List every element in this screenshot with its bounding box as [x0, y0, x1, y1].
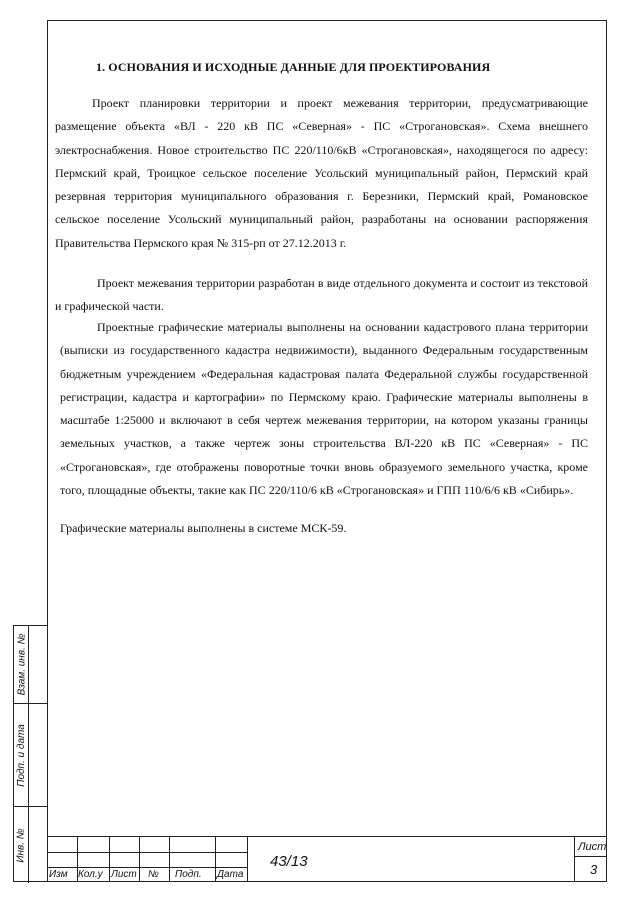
- title-block: [47, 836, 607, 882]
- col-label-izm: Изм: [49, 869, 68, 880]
- col-label-kolu: Кол.у: [78, 869, 103, 880]
- side-cell-inv: [14, 807, 47, 883]
- col-label-podp: Подп.: [175, 869, 202, 880]
- document-code: 43/13: [270, 853, 308, 870]
- paragraph-basis: Проект планировки территории и проект межевания территории, предусматривающие размещение объекта «ВЛ - 220 кВ ПС «Северная» - ПС «Строгановская». Схема внешнего электроснабжения. Новое строительство ПС 220/110/6кВ «Строгановская», находящегося по адресу: Пермский край, Троицкое сельское поселение Усольский муниципальный район, Пермский край резервная территория муниципального образования г. Березники, Пермский край, Романовское сельское поселение Усольский муниципальный район, разработаны на основании распоряжения Правительства Пермского края № 315-рп от 27.12.2013 г.: [55, 96, 588, 250]
- side-label-vzam: Взам. инв. №: [16, 633, 28, 696]
- side-label-podp: Подп. и дата: [16, 723, 28, 787]
- col-label-number: №: [148, 869, 159, 880]
- paragraph-graphic-materials: Проектные графические материалы выполнены на основании кадастрового плана территории (выписки из государственного кадастра недвижимости), выданного Федеральным государственным бюджетным учреждением «Федеральная кадастровая палата Федеральной службы государственной регистрации, кадастра и картографии» по Пермскому краю. Графические материалы выполнены в масштабе 1:25000 и включают в себя чертеж межевания территории, на котором указаны границы земельных участков, а также чертеж зоны строительства ВЛ-220 кВ ПС «Северная» - ПС «Строгановская», где отображены поворотные точки вновь образуемого земельного участка, кроме того, площадные объекты, такие как ПС 220/110/6 кВ «Строгановская» и ГПП 110/6/6 кВ «Сибирь».: [60, 320, 588, 498]
- side-stamp: [13, 625, 47, 882]
- side-label-inv: Инв. №: [16, 827, 28, 863]
- side-cell-podp: [14, 704, 47, 807]
- col-label-data: Дата: [217, 869, 244, 880]
- sheet-label: Лист: [578, 841, 607, 853]
- sheet-number: 3: [590, 862, 598, 877]
- paragraph-coordinate-system: Графические материалы выполнены в системе МСК-59.: [60, 521, 347, 535]
- side-cell-vzam: [14, 626, 47, 704]
- col-label-list: Лист: [111, 869, 137, 880]
- section-heading: 1. ОСНОВАНИЯ И ИСХОДНЫЕ ДАННЫЕ ДЛЯ ПРОЕКТИРОВАНИЯ: [96, 60, 491, 74]
- paragraph-composition: Проект межевания территории разработан в виде отдельного документа и состоит из текстовой и графической части.: [55, 276, 588, 314]
